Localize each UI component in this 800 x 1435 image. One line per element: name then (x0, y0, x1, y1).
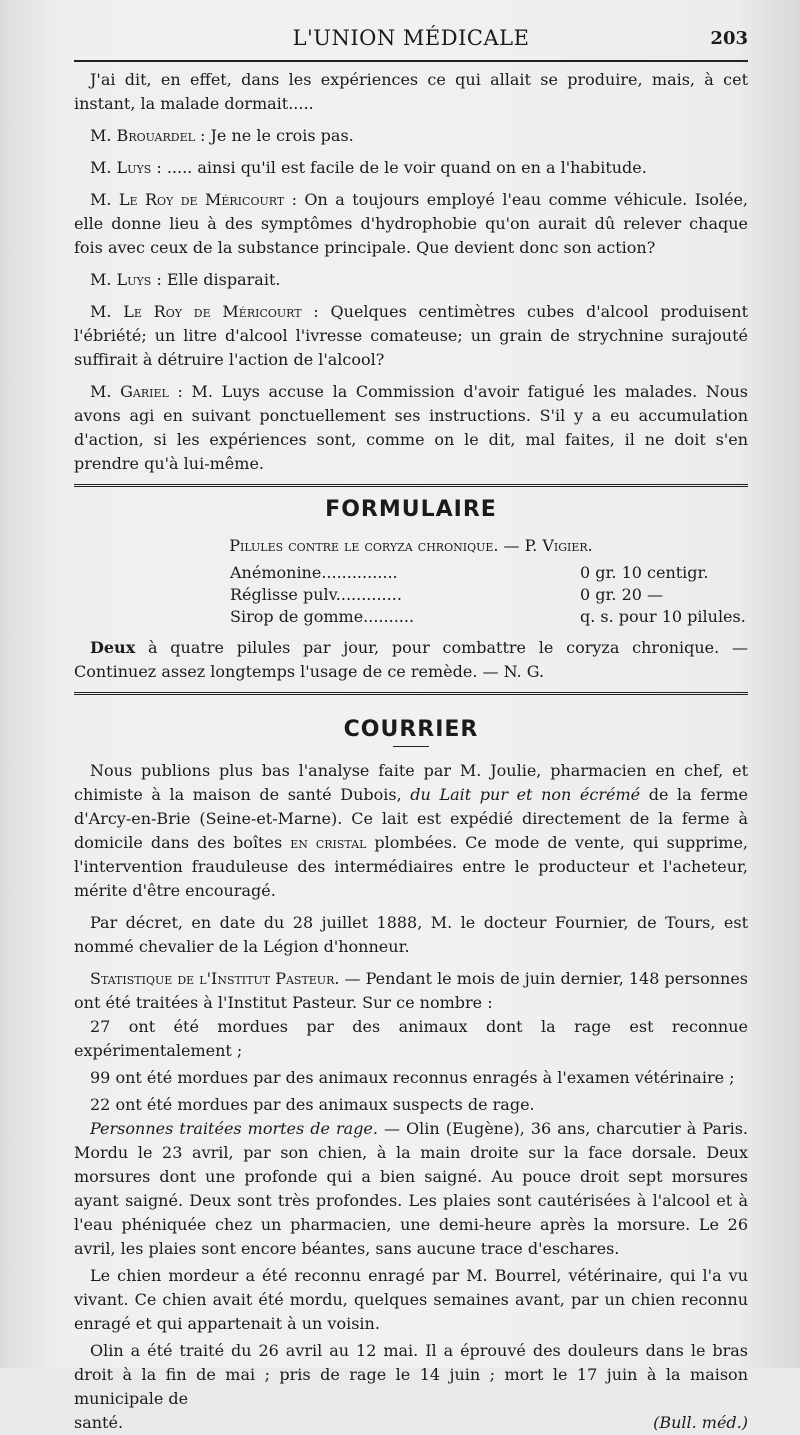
ingredient-name: Sirop de gomme (230, 607, 364, 626)
ingredient-name: Anémonine (230, 563, 322, 582)
speech: J'ai dit, en effet, dans les expériences ce qui allait se produire, mais, à cet instant, la malade dormait..... (74, 70, 748, 113)
ingredient-qty: q. s. pour 10 pilules. (580, 607, 746, 626)
dialogue-paragraph (74, 268, 748, 292)
speaker: M. Le Roy de Méricourt (90, 190, 285, 209)
text-run: de la ferme d'Arcy-en-Brie (Seine-et-Marne). Ce lait est expédié directement de la ferme à domicile dans des boîtes (74, 785, 748, 852)
courrier-section (74, 717, 748, 1435)
speaker: M. Le Roy de Méricourt (90, 302, 302, 321)
page-header (74, 24, 748, 58)
news-paragraph: Olin a été traité du 26 avril au 12 mai. Il a éprouvé des douleurs dans le bras droit à la fin de mai ; pris de rage le 14 juin ; mort le 17 juin à la maison municipale de (74, 1341, 748, 1408)
header-rule (74, 60, 748, 62)
source-citation: (Bull. méd.) (653, 1413, 748, 1432)
dialogue-paragraph (74, 68, 748, 116)
ingredient-qty: 0 gr. 20 — (580, 585, 664, 604)
text-run: plombées. Ce mode de vente, qui supprime, l'intervention frauduleuse des intermédiaires entre le producteur et l'acheteur, mérite d'être encouragé. (74, 833, 748, 900)
case-text: — Olin (Eugène), 36 ans, charcutier à Paris. Mordu le 23 avril, par son chien, à la main droite sur la face dorsale. Deux morsures dont une profonde qui a bien saigné. Au pouce droit sept morsures ayant saigné. Deux sont très profondes. Les plaies sont cautérisées à l'alcool et à l'eau phéniquée chez un pharmacien, une demi-heure après la morsure. Le 26 avril, les plaies sont encore béantes, sans aucune trace d'eschares. (74, 1119, 749, 1258)
dialogue-paragraph (74, 380, 748, 476)
ingredients-table (74, 562, 748, 628)
dialogue-paragraph (74, 300, 748, 372)
news-paragraph (74, 759, 748, 903)
dot-leader: ............. (335, 585, 402, 604)
dialogue-paragraph (74, 124, 748, 148)
recipe-title: Pilules contre le coryza chronique. — P. Vigier. (229, 536, 593, 555)
final-word: santé. (74, 1413, 124, 1432)
section-divider (74, 484, 748, 487)
speech: : M. Luys accuse la Commission d'avoir fatigué les malades. Nous avons agi en suivant ponctuellement ses instructions. S'il y a eu accumulation d'action, si les expériences sont, comme on le dit, mal faites, il ne doit s'en prendre qu'à lui-même. (74, 382, 749, 473)
speech: : ..... ainsi qu'il est facile de le voir quand on en a l'habitude. (151, 158, 647, 177)
ingredient-name: Réglisse pulv (230, 585, 336, 604)
stat-intro: — Pendant le mois de juin dernier, 148 personnes ont été traitées à l'Institut Pasteur. Sur ce nombre : (74, 969, 748, 1012)
speech: : Quelques centimètres cubes d'alcool produisent l'ébriété; un litre d'alcool l'ivresse comateuse; un grain de strychnine surajouté suffirait à détruire l'action de l'alcool? (74, 302, 748, 369)
dot-leader: ............... (321, 563, 398, 582)
dialogue-paragraph (74, 188, 748, 260)
speaker: M. Brouardel (90, 126, 195, 145)
dialogue-paragraph (74, 156, 748, 180)
section-divider (74, 692, 748, 695)
stat-heading: Statistique de l'Institut Pasteur. (90, 969, 340, 988)
news-paragraph: Par décret, en date du 28 juillet 1888, M. le docteur Fournier, de Tours, est nommé chevalier de la Légion d'honneur. (74, 913, 748, 956)
dot-leader: .......... (363, 607, 415, 626)
speech: : Elle disparait. (151, 270, 281, 289)
stat-list (74, 1015, 748, 1117)
news-paragraph (74, 967, 748, 1015)
ingredient-row (74, 584, 748, 606)
speech: : Je ne le crois pas. (194, 126, 354, 145)
news-paragraph: Le chien mordeur a été reconnu enragé par M. Bourrel, vétérinaire, qui l'a vu vivant. Ce chien avait été mordu, quelques semaines avant, par un chien reconnu enragé et qui appartenait à un voisin. (74, 1266, 748, 1333)
list-item: 99 ont été mordues par des animaux reconnus enragés à l'examen vétérinaire ; (90, 1068, 735, 1087)
list-item: 22 ont été mordues par des animaux suspects de rage. (90, 1095, 535, 1114)
instructions-lead: Deux (90, 638, 136, 657)
formulaire-heading: FORMULAIRE (325, 497, 497, 522)
instructions-text: à quatre pilules par jour, pour combattre le coryza chronique. — Continuez assez longtemps l'usage de ce remède. — N. G. (74, 638, 748, 681)
page-number: 203 (710, 28, 748, 49)
case-paragraph (74, 1117, 748, 1261)
speaker: M. Luys (90, 270, 152, 289)
ingredient-row (74, 562, 748, 584)
text-run: Nous publions plus bas l'analyse faite par M. Joulie, pharmacien en chef, et chimiste à la maison de santé Dubois, (74, 761, 748, 804)
formulaire-section (74, 497, 748, 684)
speech: : On a toujours employé l'eau comme véhicule. Isolée, elle donne lieu à des symptômes d'hydrophobie qu'on aurait dû relever chaque fois avec ceux de la substance principale. Que devient donc son action? (74, 190, 748, 257)
running-title: L'UNION MÉDICALE (292, 26, 530, 50)
list-item: 27 ont été mordues par des animaux dont la rage est reconnue expérimentalement ; (74, 1017, 748, 1060)
case-label: Personnes traitées mortes de rage. (90, 1119, 378, 1138)
ingredient-qty: 0 gr. 10 centigr. (580, 563, 709, 582)
dialogue-section (74, 68, 748, 476)
speaker: M. Luys (90, 158, 152, 177)
product-name: du Lait pur et non écrémé (410, 785, 641, 804)
courrier-heading: COURRIER (74, 717, 748, 747)
product-term: en cristal (290, 833, 367, 852)
ingredient-row (74, 606, 748, 628)
dosage-instructions (74, 636, 748, 684)
signoff-line (74, 1411, 748, 1435)
speaker: M. Gariel (90, 382, 169, 401)
